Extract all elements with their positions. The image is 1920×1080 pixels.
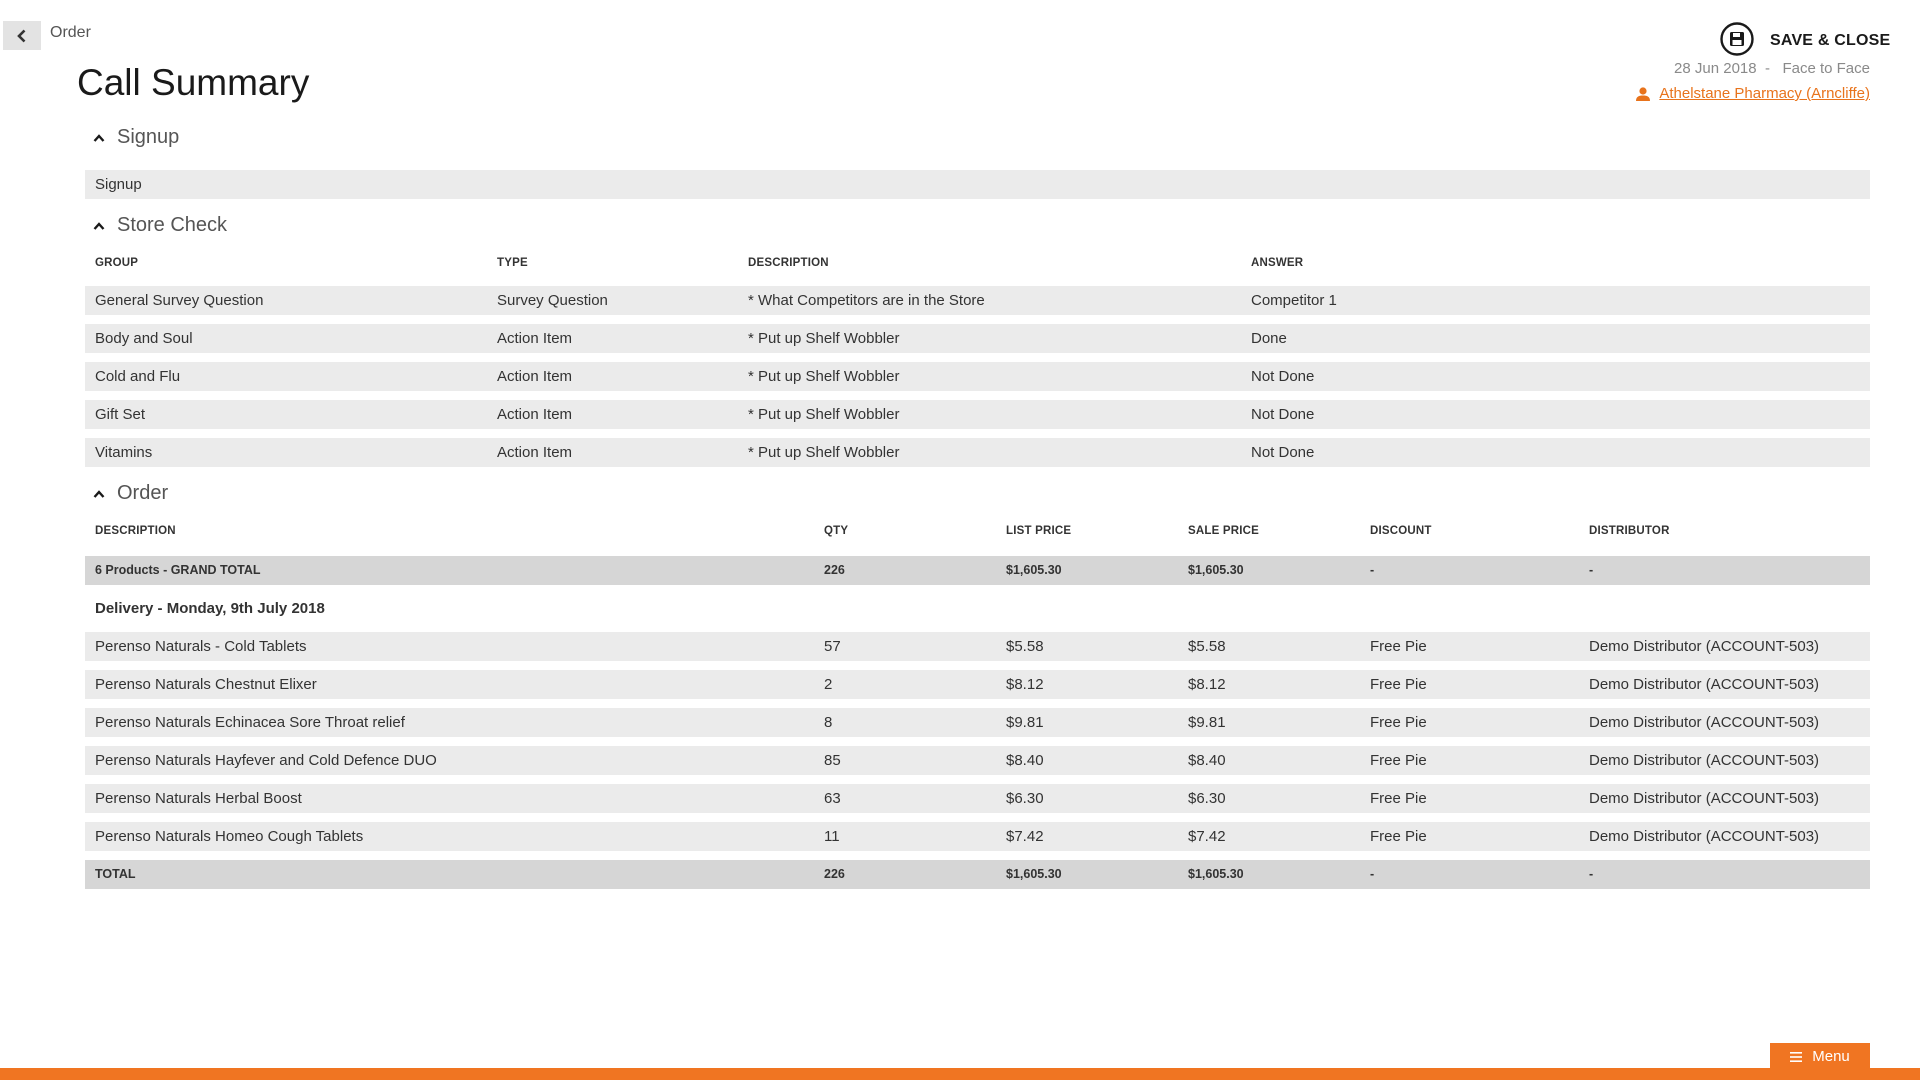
description-cell: 6 Products - GRAND TOTAL — [95, 563, 261, 577]
discount-cell: Free Pie — [1370, 828, 1427, 845]
description-cell: TOTAL — [95, 867, 136, 881]
type-cell: Action Item — [497, 330, 573, 347]
table-row[interactable] — [85, 632, 1870, 661]
description-cell: Perenso Naturals Chestnut Elixer — [95, 676, 317, 693]
table-row[interactable] — [85, 822, 1870, 851]
order-column-headers — [0, 525, 1920, 539]
group-cell: Gift Set — [95, 406, 146, 423]
chevron-up-icon — [93, 489, 105, 499]
description-cell: Perenso Naturals Hayfever and Cold Defence DUO — [95, 752, 437, 769]
section-title: Store Check — [117, 214, 228, 236]
table-row[interactable] — [85, 708, 1870, 737]
total-row — [85, 860, 1870, 889]
sale-price-cell: $1,605.30 — [1188, 867, 1244, 881]
column-header: SALE PRICE — [1188, 525, 1260, 537]
bottom-app-bar — [0, 1068, 1920, 1080]
section-title: Order — [117, 482, 169, 504]
qty-cell: 2 — [824, 676, 833, 693]
chevron-left-icon — [16, 29, 28, 43]
answer-cell: Competitor 1 — [1251, 292, 1337, 309]
answer-cell: Done — [1251, 330, 1287, 347]
column-header: DESCRIPTION — [748, 257, 829, 269]
account-link[interactable] — [1635, 85, 1870, 102]
account-link-label[interactable]: Athelstane Pharmacy (Arncliffe) — [1659, 85, 1870, 102]
description-cell: Perenso Naturals Echinacea Sore Throat relief — [95, 714, 405, 731]
chevron-up-icon — [93, 133, 105, 143]
answer-cell: Not Done — [1251, 444, 1315, 461]
type-cell: Action Item — [497, 368, 573, 385]
store-check-column-headers — [0, 257, 1920, 271]
description-cell: * Put up Shelf Wobbler — [748, 330, 900, 347]
signup-row-label: Signup — [95, 176, 142, 193]
menu-button[interactable] — [1770, 1043, 1870, 1070]
qty-cell: 226 — [824, 867, 845, 881]
discount-cell: - — [1370, 867, 1375, 881]
distributor-cell: Demo Distributor (ACCOUNT-503) — [1589, 752, 1820, 769]
discount-cell: Free Pie — [1370, 790, 1427, 807]
answer-cell: Not Done — [1251, 368, 1315, 385]
distributor-cell: Demo Distributor (ACCOUNT-503) — [1589, 638, 1820, 655]
discount-cell: Free Pie — [1370, 676, 1427, 693]
list-price-cell: $1,605.30 — [1006, 867, 1062, 881]
distributor-cell: - — [1589, 867, 1594, 881]
type-cell: Survey Question — [497, 292, 608, 309]
sale-price-cell: $8.12 — [1188, 676, 1226, 693]
discount-cell: - — [1370, 563, 1375, 577]
table-row[interactable] — [85, 324, 1870, 353]
column-header: TYPE — [497, 257, 528, 269]
description-cell: * What Competitors are in the Store — [748, 292, 985, 309]
sale-price-cell: $6.30 — [1188, 790, 1226, 807]
description-cell: * Put up Shelf Wobbler — [748, 444, 900, 461]
chevron-up-icon — [93, 221, 105, 231]
back-label[interactable]: Order — [50, 24, 91, 41]
hamburger-icon — [1790, 1052, 1802, 1062]
person-icon — [1635, 86, 1651, 102]
distributor-cell: Demo Distributor (ACCOUNT-503) — [1589, 714, 1820, 731]
list-price-cell: $6.30 — [1006, 790, 1044, 807]
group-cell: Cold and Flu — [95, 368, 181, 385]
table-row[interactable] — [85, 670, 1870, 699]
distributor-cell: Demo Distributor (ACCOUNT-503) — [1589, 676, 1820, 693]
sale-price-cell: $9.81 — [1188, 714, 1226, 731]
description-cell: Perenso Naturals - Cold Tablets — [95, 638, 307, 655]
call-date-type: 28 Jun 2018 - Face to Face — [1674, 60, 1870, 77]
grand-total-row — [85, 556, 1870, 585]
save-icon[interactable] — [1720, 22, 1754, 56]
group-cell: Body and Soul — [95, 330, 193, 347]
sale-price-cell: $5.58 — [1188, 638, 1226, 655]
group-cell: General Survey Question — [95, 292, 264, 309]
delivery-label: Delivery - Monday, 9th July 2018 — [95, 600, 325, 617]
type-cell: Action Item — [497, 444, 573, 461]
description-cell: * Put up Shelf Wobbler — [748, 406, 900, 423]
list-price-cell: $1,605.30 — [1006, 563, 1062, 577]
distributor-cell: Demo Distributor (ACCOUNT-503) — [1589, 828, 1820, 845]
signup-section-header[interactable] — [93, 126, 179, 149]
table-row[interactable] — [85, 438, 1870, 467]
description-cell: Perenso Naturals Homeo Cough Tablets — [95, 828, 364, 845]
sale-price-cell: $7.42 — [1188, 828, 1226, 845]
qty-cell: 226 — [824, 563, 845, 577]
type-cell: Action Item — [497, 406, 573, 423]
column-header: DISTRIBUTOR — [1589, 525, 1670, 537]
sale-price-cell: $8.40 — [1188, 752, 1226, 769]
discount-cell: Free Pie — [1370, 714, 1427, 731]
table-row[interactable] — [85, 362, 1870, 391]
qty-cell: 63 — [824, 790, 841, 807]
order-section-header[interactable] — [93, 482, 168, 505]
column-header: DESCRIPTION — [95, 525, 176, 537]
list-price-cell: $8.40 — [1006, 752, 1044, 769]
qty-cell: 57 — [824, 638, 841, 655]
page-title: Call Summary — [77, 62, 310, 103]
column-header: LIST PRICE — [1006, 525, 1072, 537]
list-price-cell: $9.81 — [1006, 714, 1044, 731]
table-row[interactable] — [85, 746, 1870, 775]
store-check-section-header[interactable] — [93, 214, 227, 237]
sale-price-cell: $1,605.30 — [1188, 563, 1244, 577]
distributor-cell: Demo Distributor (ACCOUNT-503) — [1589, 790, 1820, 807]
column-header: ANSWER — [1251, 257, 1304, 269]
group-cell: Vitamins — [95, 444, 153, 461]
qty-cell: 8 — [824, 714, 833, 731]
back-button[interactable] — [3, 21, 41, 50]
list-price-cell: $5.58 — [1006, 638, 1044, 655]
discount-cell: Free Pie — [1370, 752, 1427, 769]
delivery-group-row — [85, 594, 1870, 623]
qty-cell: 11 — [824, 828, 840, 845]
discount-cell: Free Pie — [1370, 638, 1427, 655]
column-header: GROUP — [95, 257, 139, 269]
table-row[interactable] — [85, 784, 1870, 813]
table-row[interactable] — [85, 400, 1870, 429]
column-header: QTY — [824, 525, 849, 537]
qty-cell: 85 — [824, 752, 841, 769]
signup-row[interactable] — [85, 170, 1870, 199]
menu-label: Menu — [1812, 1048, 1850, 1065]
description-cell: * Put up Shelf Wobbler — [748, 368, 900, 385]
description-cell: Perenso Naturals Herbal Boost — [95, 790, 302, 807]
table-row[interactable] — [85, 286, 1870, 315]
section-title: Signup — [117, 126, 180, 148]
distributor-cell: - — [1589, 563, 1594, 577]
column-header: DISCOUNT — [1370, 525, 1432, 537]
list-price-cell: $7.42 — [1006, 828, 1044, 845]
save-close-button[interactable]: SAVE & CLOSE — [1770, 32, 1891, 49]
list-price-cell: $8.12 — [1006, 676, 1044, 693]
answer-cell: Not Done — [1251, 406, 1315, 423]
